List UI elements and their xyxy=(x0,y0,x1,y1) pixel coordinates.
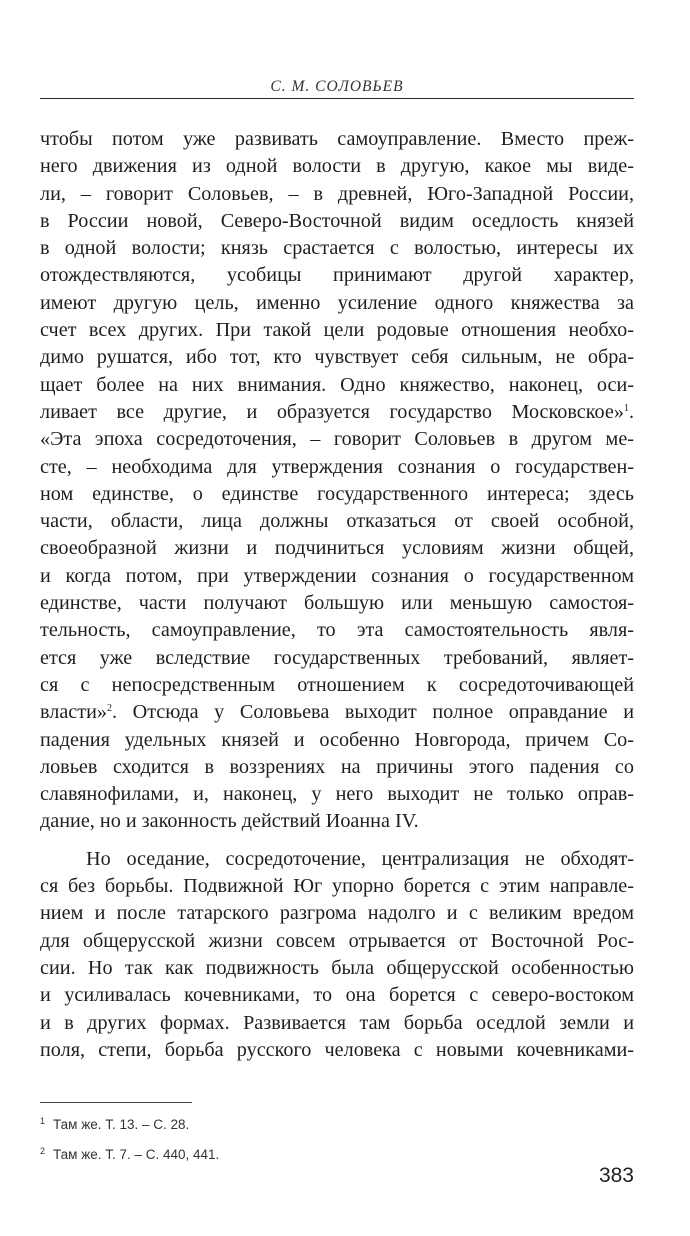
line-text: ливает все другие, и образуется государство Московское» xyxy=(40,400,624,423)
text-line: и когда потом, при утверждении сознания о государственном xyxy=(40,564,634,587)
text-line: ном единстве, о единстве государственного интереса; здесь xyxy=(40,482,634,505)
page-number: 383 xyxy=(598,1164,634,1187)
text-line: дание, но и законность действий Иоанна IV. xyxy=(40,810,419,833)
text-line: падения удельных князей и особенно Новгорода, причем Со- xyxy=(40,728,634,751)
text-line: ся без борьбы. Подвижной Юг упорно борется с этим направле- xyxy=(40,875,634,898)
text-line: в России новой, Северо-Восточной видим оседлость князей xyxy=(40,209,634,232)
footnote-2 xyxy=(40,1138,634,1168)
footnote-rule xyxy=(40,1102,192,1103)
text-line: чтобы потом уже развивать самоуправление. Вместо преж- xyxy=(40,128,634,150)
footnote-1 xyxy=(40,1108,634,1138)
text-line: поля, степи, борьба русского человека с новыми кочевниками- xyxy=(40,1038,634,1061)
text-line: счет всех других. При такой цели родовые отношения необхо- xyxy=(40,319,634,342)
text-line: единстве, части получают большую или меньшую самостоя- xyxy=(40,592,634,615)
footnote-number: 1 xyxy=(40,1116,46,1126)
text-line: сте, – необходима для утверждения сознания о государствен- xyxy=(40,455,634,478)
paragraph-2 xyxy=(40,846,634,1064)
body-text xyxy=(40,126,634,1064)
footnote-ref-1[interactable]: 1 xyxy=(623,402,629,414)
text-line: нием и после татарского разгрома надолго и с великим вредом xyxy=(40,902,634,925)
footnote-text: Там же. Т. 13. – С. 28. xyxy=(53,1117,190,1132)
text-line: димо рушатся, ибо тот, кто чувствует себя сильным, не обра- xyxy=(40,346,634,369)
text-line: отождествляются, усобицы принимают другой характер, xyxy=(40,264,634,287)
running-header: С. М. СОЛОВЬЕВ xyxy=(270,78,404,95)
text-line: тельность, самоуправление, то эта самостоятельность явля- xyxy=(40,619,634,642)
text-line: своеобразной жизни и подчиниться условиям жизни общей, xyxy=(40,537,634,560)
text-line: ся с непосредственным отношением к сосредоточивающей xyxy=(40,673,634,696)
text-line: и в других формах. Развивается там борьба оседлой земли и xyxy=(40,1011,634,1034)
text-line: ловьев сходится в воззрениях на причины этого падения со xyxy=(40,755,634,778)
text-line: сии. Но так как подвижность была общерусской особенностью xyxy=(40,956,634,979)
text-line: него движения из одной волости в другую, какое мы виде- xyxy=(40,155,634,178)
text-line: в одной волости; князь срастается с волостью, интересы их xyxy=(40,237,634,260)
text-line: ли, – говорит Соловьев, – в древней, Юго-Западной России, xyxy=(40,182,634,205)
line-text-tail: . Отсюда у Соловьева выходит полное оправдание и xyxy=(111,701,634,724)
text-line-with-ref: ливает все другие, и образуется государство Московское»$^1$. xyxy=(40,400,634,423)
footnotes xyxy=(40,1108,634,1168)
text-line: ется уже вследствие государственных требований, являет- xyxy=(40,646,634,669)
text-line: щает более на них внимания. Одно княжество, наконец, оси- xyxy=(40,373,634,396)
line-text: власти» xyxy=(40,701,107,724)
footnote-ref-2[interactable]: 2 xyxy=(106,703,112,715)
text-line: Но оседание, сосредоточение, централизация не обходят- xyxy=(86,847,634,870)
text-line: славянофилами, и, наконец, у него выходит не только оправ- xyxy=(40,783,634,806)
paragraph-1 xyxy=(40,126,634,836)
text-line: части, области, лица должны отказаться от своей особной, xyxy=(40,510,634,533)
footnote-number: 2 xyxy=(40,1146,46,1156)
header-rule xyxy=(40,98,634,99)
text-line: для общерусской жизни совсем отрывается от Восточной Рос- xyxy=(40,929,634,952)
footnote-text: Там же. Т. 7. – С. 440, 441. xyxy=(53,1147,220,1162)
text-line: «Эта эпоха сосредоточения, – говорит Соловьев в другом ме- xyxy=(40,428,634,451)
text-line: и усиливалась кочевниками, то она борется с северо-востоком xyxy=(40,984,634,1007)
text-line: имеют другую цель, именно усиление одного княжества за xyxy=(40,291,634,314)
text-line-with-ref xyxy=(40,699,634,726)
